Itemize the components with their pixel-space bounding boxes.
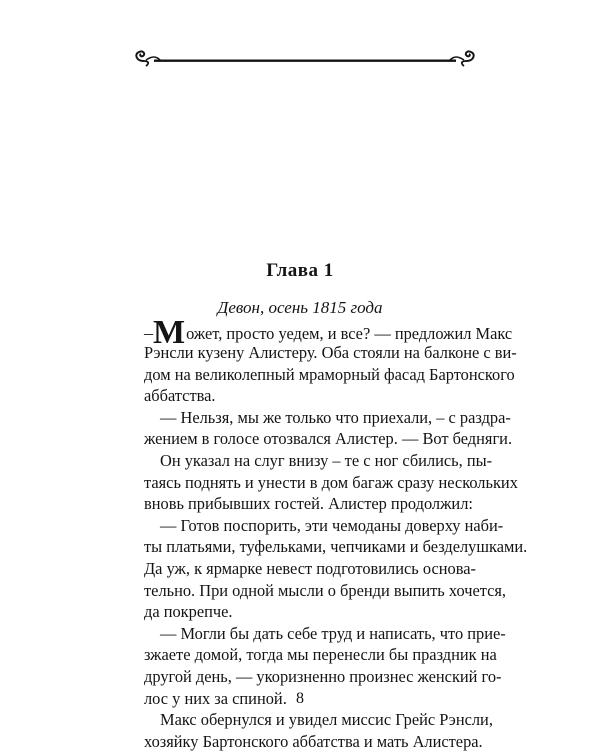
text-line: другой день, — укоризненно произнес женский го- [144, 666, 502, 686]
header-ornament [130, 44, 480, 70]
text-line: жением в голосе отозвался Алистер. — Вот бедняги. [144, 429, 513, 449]
lead-dash: – [144, 323, 153, 343]
text-line: вновь прибывших гостей. Алистер продолжил: [144, 494, 473, 514]
drop-cap: М [153, 314, 186, 351]
text-line: тельно. При одной мысли о бренди выпить хочется, [144, 580, 507, 600]
text-line: Рэнсли кузену Алистеру. Оба стояли на балконе с ви- [144, 343, 517, 362]
text-line [144, 314, 513, 351]
chapter-title: Глава 1 [266, 260, 334, 281]
text-line: хозяйку Бартонского аббатства и мать Алистера. [144, 731, 483, 751]
text-line: — Могли бы дать себе труд и написать, что прие- [160, 623, 506, 643]
text-line: — Готов поспорить, эти чемоданы доверху наби- [160, 515, 504, 535]
text-line-content: ожет, просто уедем, и все? — предложил Макс [186, 324, 513, 343]
page-number: 8 [296, 690, 304, 707]
text-line: аббатства. [144, 386, 216, 406]
text-line: Макс обернулся и увидел миссис Грейс Рэнсли, [160, 710, 493, 730]
chapter-subtitle: Девон, осень 1815 года [217, 298, 383, 317]
text-line: таясь поднять и унести в дом багаж сразу нескольких [144, 472, 518, 492]
text-line: да покрепче. [144, 602, 233, 622]
text-line: Он указал на слуг внизу – те с ног сбились, пы- [160, 450, 493, 470]
text-line: дом на великолепный мраморный фасад Бартонского [144, 364, 515, 384]
body-text [144, 314, 528, 752]
text-line: ты платьями, туфельками, чепчиками и безделушками. [144, 537, 528, 557]
text-line: зжаете домой, тогда мы перенесли бы праздник на [144, 645, 497, 665]
text-line: Да уж, к ярмарке невест подготовились основа- [144, 558, 476, 578]
text-line: — Нельзя, мы же только что приехали, – с раздра- [160, 407, 511, 427]
text-line: лос у них за спиной. [144, 688, 287, 708]
